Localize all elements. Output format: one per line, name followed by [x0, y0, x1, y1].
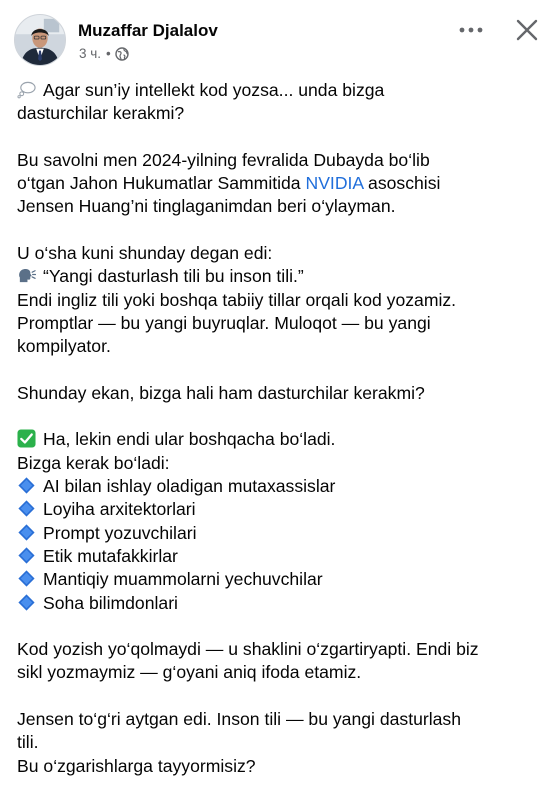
list-item-label: Loyiha arxitektorlari [43, 499, 196, 520]
post-meta [79, 46, 129, 61]
more-horizontal-icon[interactable] [456, 20, 486, 40]
post-line: Shunday ekan, bizga hali ham dasturchilar kerakmi? [17, 382, 425, 403]
blue-diamond-icon [17, 593, 36, 612]
post-line: Endi ingliz tili yoki boshqa tabiiy tillar orqali kod yozamiz. [17, 289, 457, 310]
list-item [17, 522, 545, 545]
post-line [17, 428, 545, 451]
skills-list [17, 475, 545, 615]
list-item-label: Etik mutafakkirlar [43, 545, 178, 566]
blue-diamond-icon [17, 523, 36, 542]
post-text [17, 79, 545, 778]
list-item-label: Prompt yozuvchilari [43, 522, 197, 543]
close-icon[interactable] [514, 17, 540, 43]
blue-diamond-icon [17, 476, 36, 495]
author-avatar[interactable] [14, 14, 66, 66]
paragraph-gap [17, 359, 545, 382]
post-line: sikl yozmaymiz — g‘oyani aniq ifoda etamiz. [17, 662, 362, 683]
nvidia-hashtag-link[interactable]: NVIDIA [305, 173, 364, 194]
post-line: Kod yozish yo‘qolmaydi — u shaklini o‘zgartiryapti. Endi biz [17, 639, 479, 660]
list-item-label: AI bilan ishlay oladigan mutaxassislar [43, 476, 336, 497]
list-item-label: Mantiqiy muammolarni yechuvchilar [43, 569, 323, 590]
avatar-photo [15, 15, 65, 65]
post-header [0, 0, 555, 70]
post-line: Promptlar — bu yangi buyruqlar. Muloqot — bu yangi [17, 312, 431, 333]
list-item [17, 545, 545, 568]
post-line: U o‘sha kuni shunday degan edi: [17, 243, 273, 264]
globe-icon[interactable] [115, 47, 129, 61]
paragraph-gap [17, 685, 545, 708]
check-mark-icon [17, 429, 36, 448]
post-line: Jensen Huang’ni tinglaganimdan beri o‘ylayman. [17, 196, 396, 217]
post-line [17, 172, 545, 195]
paragraph-gap [17, 219, 545, 242]
meta-separator: • [106, 46, 111, 61]
blue-diamond-icon [17, 546, 36, 565]
post-line: Bu savolni men 2024-yilning fevralida Dubayda bo‘lib [17, 149, 430, 170]
post-line: dasturchilar kerakmi? [17, 103, 185, 124]
post-text-segment: o‘tgan Jahon Hukumatlar Sammitida [17, 173, 306, 194]
author-name[interactable]: Muzaffar Djalalov [78, 21, 218, 40]
list-item [17, 498, 545, 521]
post-time[interactable]: 3 ч. [79, 46, 102, 61]
post-line [17, 79, 545, 102]
post-line: kompilyator. [17, 336, 111, 357]
post-line: Jensen to‘g‘ri aytgan edi. Inson tili — bu yangi dasturlash [17, 709, 462, 730]
blue-diamond-icon [17, 499, 36, 518]
post-line: tili. [17, 732, 39, 753]
thought-bubble-icon [17, 80, 36, 99]
post-text-segment: asoschisi [363, 173, 441, 194]
speaking-head-icon [17, 266, 36, 285]
list-item [17, 592, 545, 615]
post-line: Bizga kerak bo‘ladi: [17, 452, 170, 473]
blue-diamond-icon [17, 569, 36, 588]
paragraph-gap [17, 126, 545, 149]
post-line [17, 265, 545, 288]
post-text-segment: Agar sun’iy intellekt kod yozsa... unda bizga [43, 80, 385, 100]
post-line: Bu o‘zgarishlarga tayyormisiz? [17, 755, 256, 776]
quote-text: “Yangi dasturlash tili bu inson tili.” [43, 266, 304, 287]
list-item [17, 568, 545, 591]
list-item-label: Soha bilimdonlari [43, 592, 178, 613]
list-item [17, 475, 545, 498]
paragraph-gap [17, 615, 545, 638]
post-text-segment: Ha, lekin endi ular boshqacha bo‘ladi. [43, 429, 336, 450]
paragraph-gap [17, 405, 545, 428]
